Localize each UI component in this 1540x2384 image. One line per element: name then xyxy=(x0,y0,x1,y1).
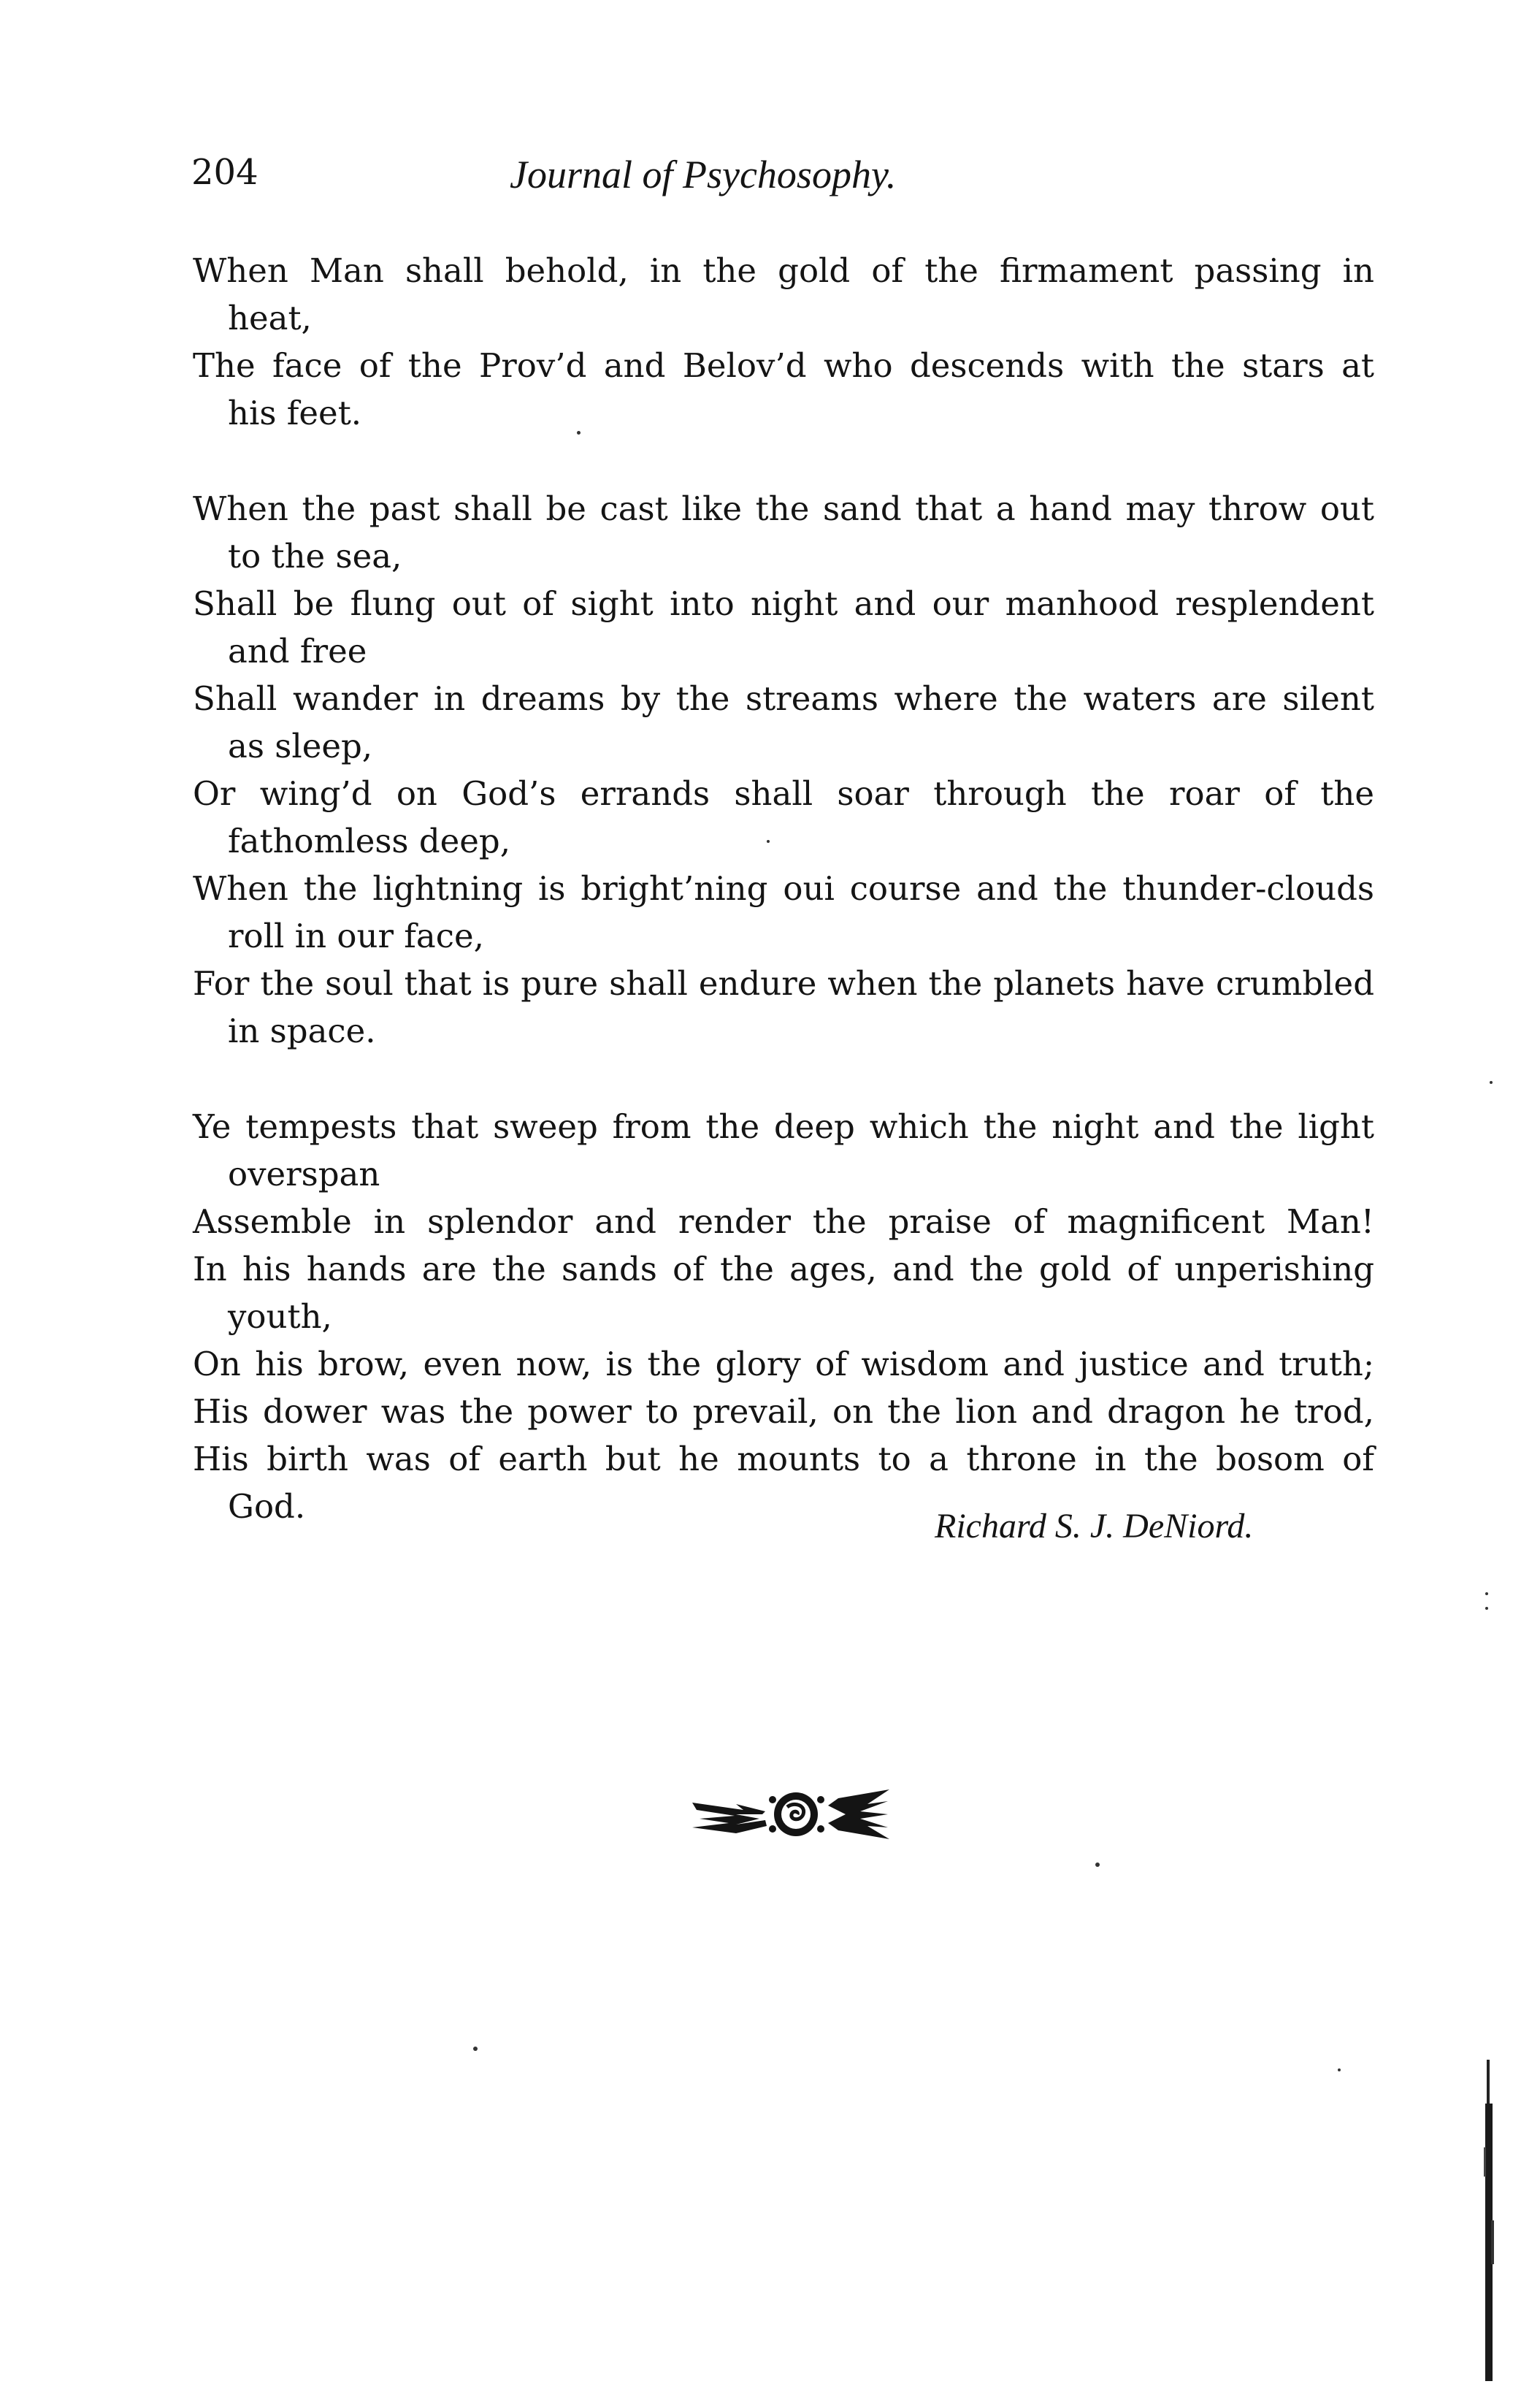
verse-line-continuation: fathomless deep, xyxy=(228,822,511,860)
fleuron-ornament-icon xyxy=(692,1782,889,1846)
verse-line-continuation: and free xyxy=(228,632,367,670)
verse-line: In his hands are the sands of the ages, and the gold of unperishing xyxy=(193,1250,1374,1288)
scan-speck xyxy=(473,2047,478,2051)
verse-line: Or wing’d on God’s errands shall soar through the roar of the xyxy=(193,774,1374,813)
verse-line-continuation: heat, xyxy=(228,299,312,337)
scan-speck xyxy=(1485,1607,1488,1610)
verse-line: Ye tempests that sweep from the deep which the night and the light xyxy=(193,1107,1374,1146)
verse-line: The face of the Prov’d and Belov’d who descends with the stars at xyxy=(193,346,1374,385)
scan-speck xyxy=(1338,2068,1341,2071)
author-signature: Richard S. J. DeNiord. xyxy=(935,1507,1254,1546)
verse-line-continuation: in space. xyxy=(228,1012,376,1050)
verse-line-continuation: to the sea, xyxy=(228,537,402,576)
verse-line: Assemble in splendor and render the praise of magnificent Man! xyxy=(193,1202,1374,1241)
scan-edge-mark xyxy=(1482,2060,1497,2381)
stanza-2 xyxy=(193,485,1374,1055)
verse-line: When the past shall be cast like the sand that a hand may throw out xyxy=(193,489,1374,528)
verse-line: On his brow, even now, is the glory of wisdom and justice and truth; xyxy=(193,1345,1374,1383)
verse-line-continuation: roll in our face, xyxy=(228,917,484,955)
verse-line: His dower was the power to prevail, on the lion and dragon he trod, xyxy=(193,1392,1374,1431)
running-head: Journal of Psychosophy. xyxy=(510,153,897,196)
verse-line-continuation: his feet. xyxy=(228,394,362,432)
verse-line: When Man shall behold, in the gold of the firmament passing in xyxy=(193,251,1374,290)
scan-speck xyxy=(577,431,581,435)
verse-line: For the soul that is pure shall endure when the planets have crumbled xyxy=(193,964,1374,1003)
verse-line-continuation: as sleep, xyxy=(228,727,373,765)
poem xyxy=(193,247,1374,1578)
scan-speck xyxy=(1095,1862,1100,1867)
verse-line-continuation: overspan xyxy=(228,1155,380,1193)
verse-line: His birth was of earth but he mounts to a throne in the bosom of xyxy=(193,1440,1374,1478)
verse-line: When the lightning is bright’ning oui course and the thunder-clouds xyxy=(193,869,1374,908)
verse-line-continuation: youth, xyxy=(228,1297,332,1336)
scan-speck xyxy=(1485,1592,1488,1595)
stanza-1 xyxy=(193,247,1374,437)
verse-line-continuation: God. xyxy=(228,1487,306,1526)
verse-line: Shall wander in dreams by the streams where the waters are silent xyxy=(193,679,1374,718)
scan-speck xyxy=(767,840,770,843)
stanza-3 xyxy=(193,1103,1374,1530)
scan-speck xyxy=(1490,1081,1493,1084)
verse-line: Shall be flung out of sight into night and our manhood resplendent xyxy=(193,584,1374,623)
page-number: 204 xyxy=(191,152,258,193)
